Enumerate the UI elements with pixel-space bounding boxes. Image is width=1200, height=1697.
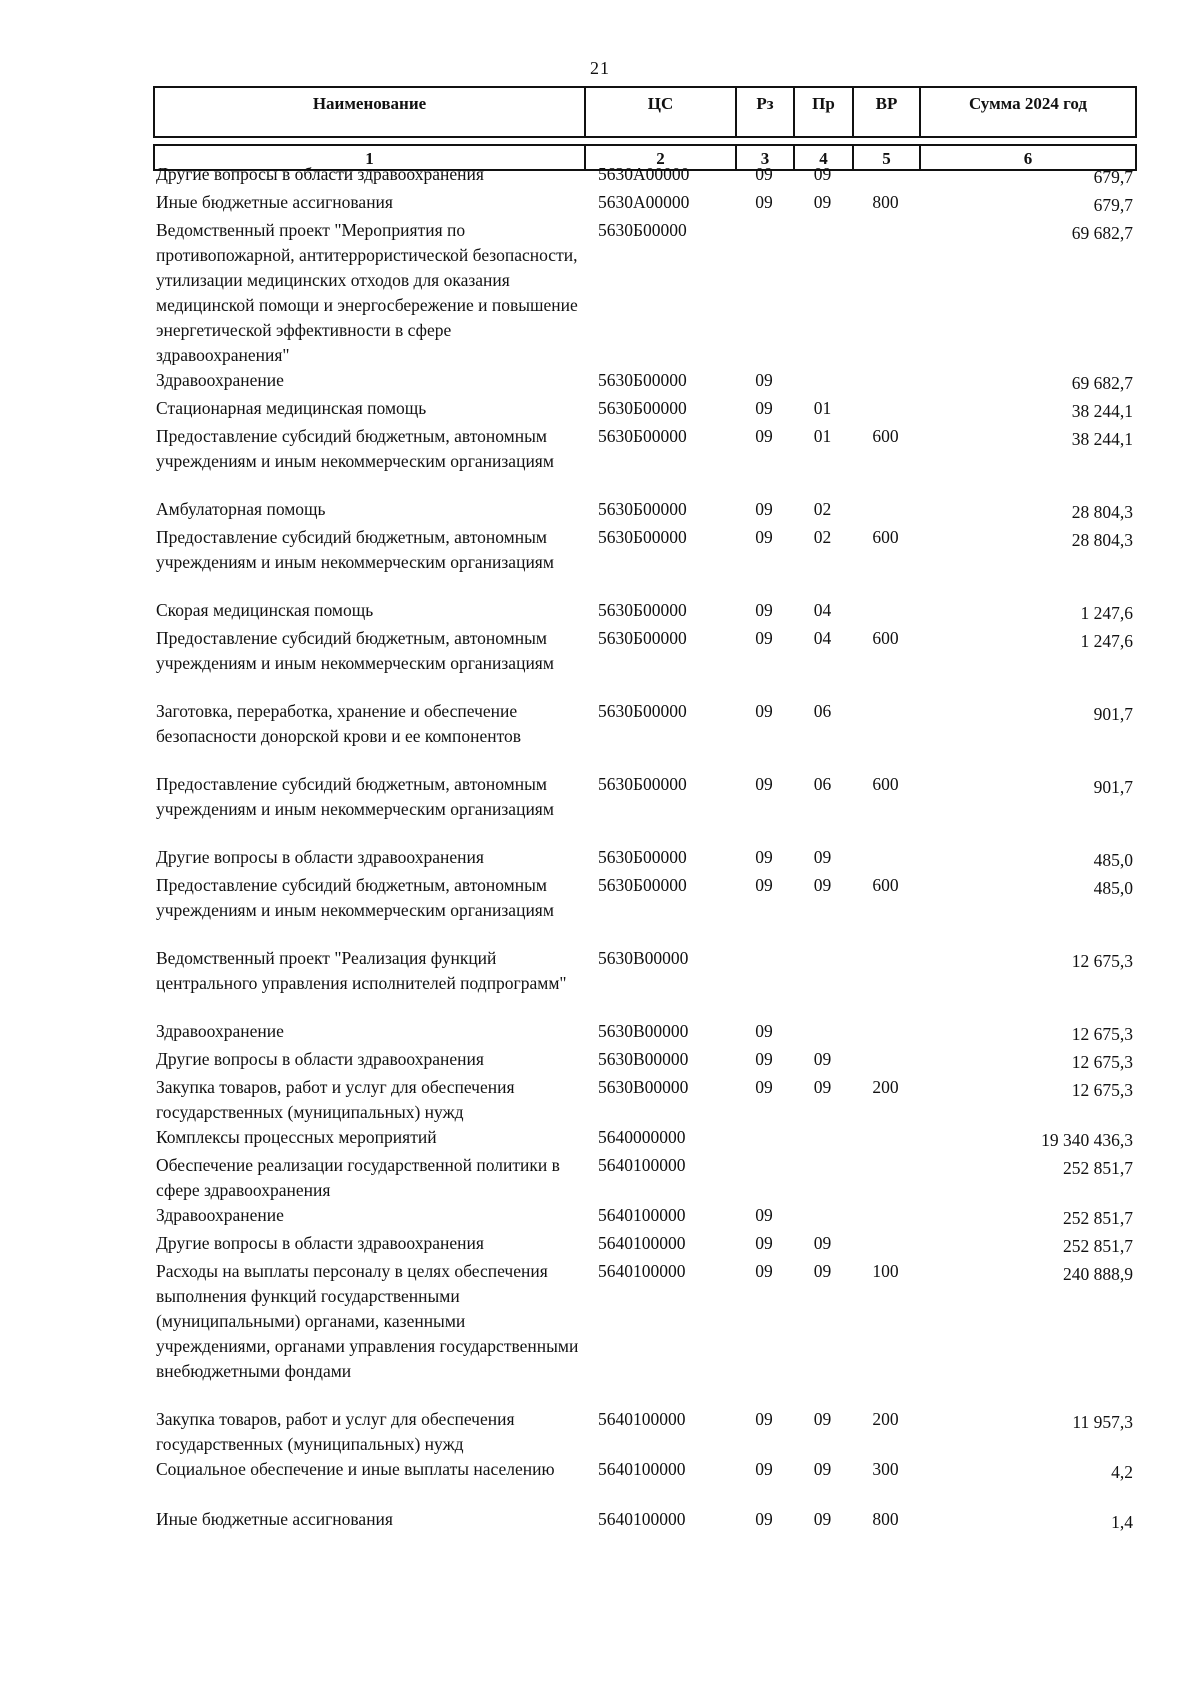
row-sum: 252 851,7 bbox=[1063, 1158, 1133, 1178]
row-sum: 1,4 bbox=[1111, 1512, 1133, 1532]
row-sum: 240 888,9 bbox=[1063, 1264, 1133, 1284]
row-pr: 01 bbox=[813, 426, 832, 446]
row-pr: 02 bbox=[813, 527, 832, 547]
row-sum: 28 804,3 bbox=[1071, 530, 1133, 550]
row-pr: 09 bbox=[813, 1509, 832, 1529]
row-cs: 5630Б00000 bbox=[598, 875, 687, 895]
row-cs: 5640100000 bbox=[598, 1261, 686, 1281]
row-name: Здравоохранение bbox=[156, 1205, 284, 1225]
row-pr: 09 bbox=[813, 1459, 832, 1479]
row-name: Комплексы процессных мероприятий bbox=[156, 1127, 437, 1147]
row-rz: 09 bbox=[755, 1509, 773, 1529]
row-rz: 09 bbox=[755, 1021, 773, 1041]
column-number: 3 bbox=[736, 145, 794, 170]
table-row bbox=[153, 1047, 1135, 1075]
row-rz bbox=[735, 1153, 793, 1203]
table-row bbox=[153, 1153, 1135, 1203]
row-rz: 09 bbox=[755, 1077, 773, 1097]
row-name: Предоставление субсидий бюджетным, автономным учреждениям и иным некоммерческим организациям bbox=[156, 628, 554, 673]
table-row bbox=[153, 845, 1135, 873]
table-row bbox=[153, 218, 1135, 368]
column-number: 6 bbox=[920, 145, 1136, 170]
row-cs: 5640100000 bbox=[598, 1409, 686, 1429]
row-sum: 485,0 bbox=[1093, 878, 1133, 898]
row-pr bbox=[793, 1203, 852, 1231]
row-name: Другие вопросы в области здравоохранения bbox=[156, 847, 484, 867]
row-name: Закупка товаров, работ и услуг для обеспечения государственных (муниципальных) нужд bbox=[156, 1077, 515, 1122]
column-number: 5 bbox=[853, 145, 920, 170]
row-name: Другие вопросы в области здравоохранения bbox=[156, 1049, 484, 1069]
row-vr bbox=[852, 497, 919, 525]
row-rz: 09 bbox=[755, 1233, 773, 1253]
row-pr: 09 bbox=[813, 1409, 832, 1429]
row-sum: 69 682,7 bbox=[1071, 373, 1133, 393]
row-name: Обеспечение реализации государственной политики в сфере здравоохранения bbox=[156, 1155, 560, 1200]
row-cs: 5640100000 bbox=[598, 1459, 686, 1479]
row-sum: 28 804,3 bbox=[1071, 502, 1133, 522]
row-vr bbox=[852, 1203, 919, 1231]
row-pr bbox=[793, 368, 852, 396]
row-cs: 5630Б00000 bbox=[598, 774, 687, 794]
table-row bbox=[153, 162, 1135, 190]
table-row bbox=[153, 368, 1135, 396]
row-name: Предоставление субсидий бюджетным, автономным учреждениям и иным некоммерческим организациям bbox=[156, 875, 554, 920]
table-row bbox=[153, 424, 1135, 497]
row-pr: 04 bbox=[813, 628, 832, 648]
row-name: Предоставление субсидий бюджетным, автономным учреждениям и иным некоммерческим организациям bbox=[156, 527, 554, 572]
row-vr: 800 bbox=[872, 192, 899, 212]
row-name: Другие вопросы в области здравоохранения bbox=[156, 164, 484, 184]
row-rz: 09 bbox=[755, 398, 773, 418]
row-vr bbox=[852, 396, 919, 424]
row-name: Ведомственный проект "Мероприятия по противопожарной, антитеррористической безопасности, утилизации медицинских отходов для оказания медицинской помощи и энергосбережение и повышение энергетической эффективности в сфере здравоохранения" bbox=[156, 220, 578, 365]
row-pr: 02 bbox=[813, 499, 832, 519]
row-sum: 12 675,3 bbox=[1071, 1080, 1133, 1100]
row-vr bbox=[852, 1231, 919, 1259]
row-cs: 5630В00000 bbox=[598, 1021, 689, 1041]
row-rz: 09 bbox=[755, 774, 773, 794]
row-name: Иные бюджетные ассигнования bbox=[156, 1509, 393, 1529]
row-name: Заготовка, переработка, хранение и обеспечение безопасности донорской крови и ее компонентов bbox=[156, 701, 522, 746]
page-number: 21 bbox=[590, 58, 610, 78]
row-rz: 09 bbox=[755, 875, 773, 895]
row-name: Стационарная медицинская помощь bbox=[156, 398, 427, 418]
header-cs: ЦС bbox=[585, 87, 736, 137]
table-row bbox=[153, 626, 1135, 699]
table-row bbox=[153, 699, 1135, 772]
row-cs: 5630В00000 bbox=[598, 948, 689, 968]
row-cs: 5630Б00000 bbox=[598, 628, 687, 648]
table-row bbox=[153, 1075, 1135, 1125]
row-cs: 5630Б00000 bbox=[598, 527, 687, 547]
row-pr bbox=[793, 1153, 852, 1203]
row-pr bbox=[793, 946, 852, 1019]
row-pr: 09 bbox=[813, 875, 832, 895]
header-vr: ВР bbox=[853, 87, 920, 137]
row-pr: 09 bbox=[813, 847, 832, 867]
row-rz bbox=[735, 946, 793, 1019]
row-cs: 5630Б00000 bbox=[598, 499, 687, 519]
header-pr: Пр bbox=[794, 87, 853, 137]
row-pr: 09 bbox=[813, 1233, 832, 1253]
row-name: Здравоохранение bbox=[156, 1021, 284, 1041]
row-cs: 5630Б00000 bbox=[598, 701, 687, 721]
row-sum: 901,7 bbox=[1093, 704, 1133, 724]
budget-table-body bbox=[153, 162, 1135, 1535]
row-pr: 09 bbox=[813, 1049, 832, 1069]
header-rz: Рз bbox=[736, 87, 794, 137]
row-sum: 485,0 bbox=[1093, 850, 1133, 870]
row-sum: 12 675,3 bbox=[1071, 1024, 1133, 1044]
row-vr: 200 bbox=[872, 1409, 899, 1429]
row-sum: 1 247,6 bbox=[1080, 631, 1133, 651]
row-pr: 09 bbox=[813, 192, 832, 212]
row-sum: 679,7 bbox=[1093, 195, 1133, 215]
table-row bbox=[153, 1259, 1135, 1407]
row-pr: 06 bbox=[813, 701, 832, 721]
row-vr bbox=[852, 946, 919, 1019]
table-row bbox=[153, 1231, 1135, 1259]
row-sum: 38 244,1 bbox=[1071, 401, 1133, 421]
row-pr bbox=[793, 218, 852, 368]
row-name: Иные бюджетные ассигнования bbox=[156, 192, 393, 212]
table-row bbox=[153, 1457, 1135, 1507]
row-sum: 4,2 bbox=[1111, 1462, 1133, 1482]
row-cs: 5630В00000 bbox=[598, 1049, 689, 1069]
row-vr bbox=[852, 1125, 919, 1153]
column-number: 1 bbox=[154, 145, 585, 170]
row-sum: 69 682,7 bbox=[1071, 223, 1133, 243]
row-pr: 09 bbox=[813, 1077, 832, 1097]
table-row bbox=[153, 525, 1135, 598]
row-pr: 09 bbox=[813, 164, 832, 184]
table-header bbox=[153, 86, 1137, 171]
row-cs: 5630В00000 bbox=[598, 1077, 689, 1097]
row-cs: 5630Б00000 bbox=[598, 398, 687, 418]
row-rz: 09 bbox=[755, 527, 773, 547]
row-vr: 800 bbox=[872, 1509, 899, 1529]
row-vr bbox=[852, 1019, 919, 1047]
row-cs: 5630Б00000 bbox=[598, 600, 687, 620]
row-sum: 12 675,3 bbox=[1071, 951, 1133, 971]
table-row bbox=[153, 598, 1135, 626]
budget-table bbox=[153, 162, 1135, 1535]
table-row bbox=[153, 1019, 1135, 1047]
row-sum: 901,7 bbox=[1093, 777, 1133, 797]
row-name: Амбулаторная помощь bbox=[156, 499, 326, 519]
row-rz: 09 bbox=[755, 192, 773, 212]
row-vr bbox=[852, 368, 919, 396]
row-cs: 5630Б00000 bbox=[598, 847, 687, 867]
row-name: Предоставление субсидий бюджетным, автономным учреждениям и иным некоммерческим организациям bbox=[156, 426, 554, 471]
row-pr: 01 bbox=[813, 398, 832, 418]
row-rz: 09 bbox=[755, 499, 773, 519]
row-sum: 252 851,7 bbox=[1063, 1208, 1133, 1228]
row-rz: 09 bbox=[755, 426, 773, 446]
row-pr: 06 bbox=[813, 774, 832, 794]
table-row bbox=[153, 1203, 1135, 1231]
row-vr: 600 bbox=[872, 527, 899, 547]
row-name: Скорая медицинская помощь bbox=[156, 600, 374, 620]
row-cs: 5630A00000 bbox=[598, 192, 690, 212]
column-number: 2 bbox=[585, 145, 736, 170]
row-sum: 11 957,3 bbox=[1072, 1412, 1133, 1432]
row-sum: 19 340 436,3 bbox=[1041, 1130, 1133, 1150]
table-row bbox=[153, 190, 1135, 218]
row-sum: 679,7 bbox=[1093, 167, 1133, 187]
row-cs: 5640100000 bbox=[598, 1205, 686, 1225]
row-name: Закупка товаров, работ и услуг для обеспечения государственных (муниципальных) нужд bbox=[156, 1409, 515, 1454]
row-cs: 5630Б00000 bbox=[598, 220, 687, 240]
row-sum: 252 851,7 bbox=[1063, 1236, 1133, 1256]
column-number: 4 bbox=[794, 145, 853, 170]
row-sum: 1 247,6 bbox=[1080, 603, 1133, 623]
row-rz: 09 bbox=[755, 1049, 773, 1069]
header-sum: Сумма 2024 год bbox=[920, 87, 1136, 137]
row-rz: 09 bbox=[755, 600, 773, 620]
row-name: Другие вопросы в области здравоохранения bbox=[156, 1233, 484, 1253]
row-cs: 5630Б00000 bbox=[598, 370, 687, 390]
table-row bbox=[153, 396, 1135, 424]
row-pr: 09 bbox=[813, 1261, 832, 1281]
table-row bbox=[153, 772, 1135, 845]
row-name: Предоставление субсидий бюджетным, автономным учреждениям и иным некоммерческим организациям bbox=[156, 774, 554, 819]
row-rz: 09 bbox=[755, 1261, 773, 1281]
row-name: Расходы на выплаты персоналу в целях обеспечения выполнения функций государственными (муниципальными) органами, казенными учреждениями, органами управления государственными внебюджетными фондами bbox=[156, 1261, 579, 1381]
row-sum: 38 244,1 bbox=[1071, 429, 1133, 449]
row-vr: 600 bbox=[872, 426, 899, 446]
row-rz bbox=[735, 1125, 793, 1153]
row-vr: 100 bbox=[872, 1261, 899, 1281]
row-cs: 5640100000 bbox=[598, 1233, 686, 1253]
row-rz: 09 bbox=[755, 1409, 773, 1429]
table-row bbox=[153, 1507, 1135, 1535]
row-vr: 200 bbox=[872, 1077, 899, 1097]
row-name: Ведомственный проект "Реализация функций центрального управления исполнителей подпрограмм" bbox=[156, 948, 567, 993]
row-vr bbox=[852, 598, 919, 626]
row-pr bbox=[793, 1019, 852, 1047]
row-vr bbox=[852, 1153, 919, 1203]
row-vr bbox=[852, 162, 919, 190]
row-cs: 5630A00000 bbox=[598, 164, 690, 184]
row-rz: 09 bbox=[755, 847, 773, 867]
row-pr bbox=[793, 1125, 852, 1153]
table-row bbox=[153, 497, 1135, 525]
row-rz: 09 bbox=[755, 628, 773, 648]
row-sum: 12 675,3 bbox=[1071, 1052, 1133, 1072]
row-name: Здравоохранение bbox=[156, 370, 284, 390]
row-cs: 5640000000 bbox=[598, 1127, 686, 1147]
row-rz: 09 bbox=[755, 1459, 773, 1479]
row-vr: 600 bbox=[872, 875, 899, 895]
row-rz bbox=[735, 218, 793, 368]
row-rz: 09 bbox=[755, 701, 773, 721]
table-row bbox=[153, 873, 1135, 946]
table-row bbox=[153, 1125, 1135, 1153]
row-vr: 300 bbox=[872, 1459, 899, 1479]
row-rz: 09 bbox=[755, 370, 773, 390]
row-cs: 5640100000 bbox=[598, 1509, 686, 1529]
row-name: Социальное обеспечение и иные выплаты населению bbox=[156, 1459, 555, 1479]
row-vr bbox=[852, 699, 919, 772]
table-row bbox=[153, 946, 1135, 1019]
row-vr bbox=[852, 218, 919, 368]
row-rz: 09 bbox=[755, 1205, 773, 1225]
row-cs: 5630Б00000 bbox=[598, 426, 687, 446]
row-cs: 5640100000 bbox=[598, 1155, 686, 1175]
row-vr bbox=[852, 1047, 919, 1075]
row-vr: 600 bbox=[872, 628, 899, 648]
row-vr bbox=[852, 845, 919, 873]
header-name: Наименование bbox=[154, 87, 585, 137]
table-row bbox=[153, 1407, 1135, 1457]
row-vr: 600 bbox=[872, 774, 899, 794]
row-rz: 09 bbox=[755, 164, 773, 184]
row-pr: 04 bbox=[813, 600, 832, 620]
